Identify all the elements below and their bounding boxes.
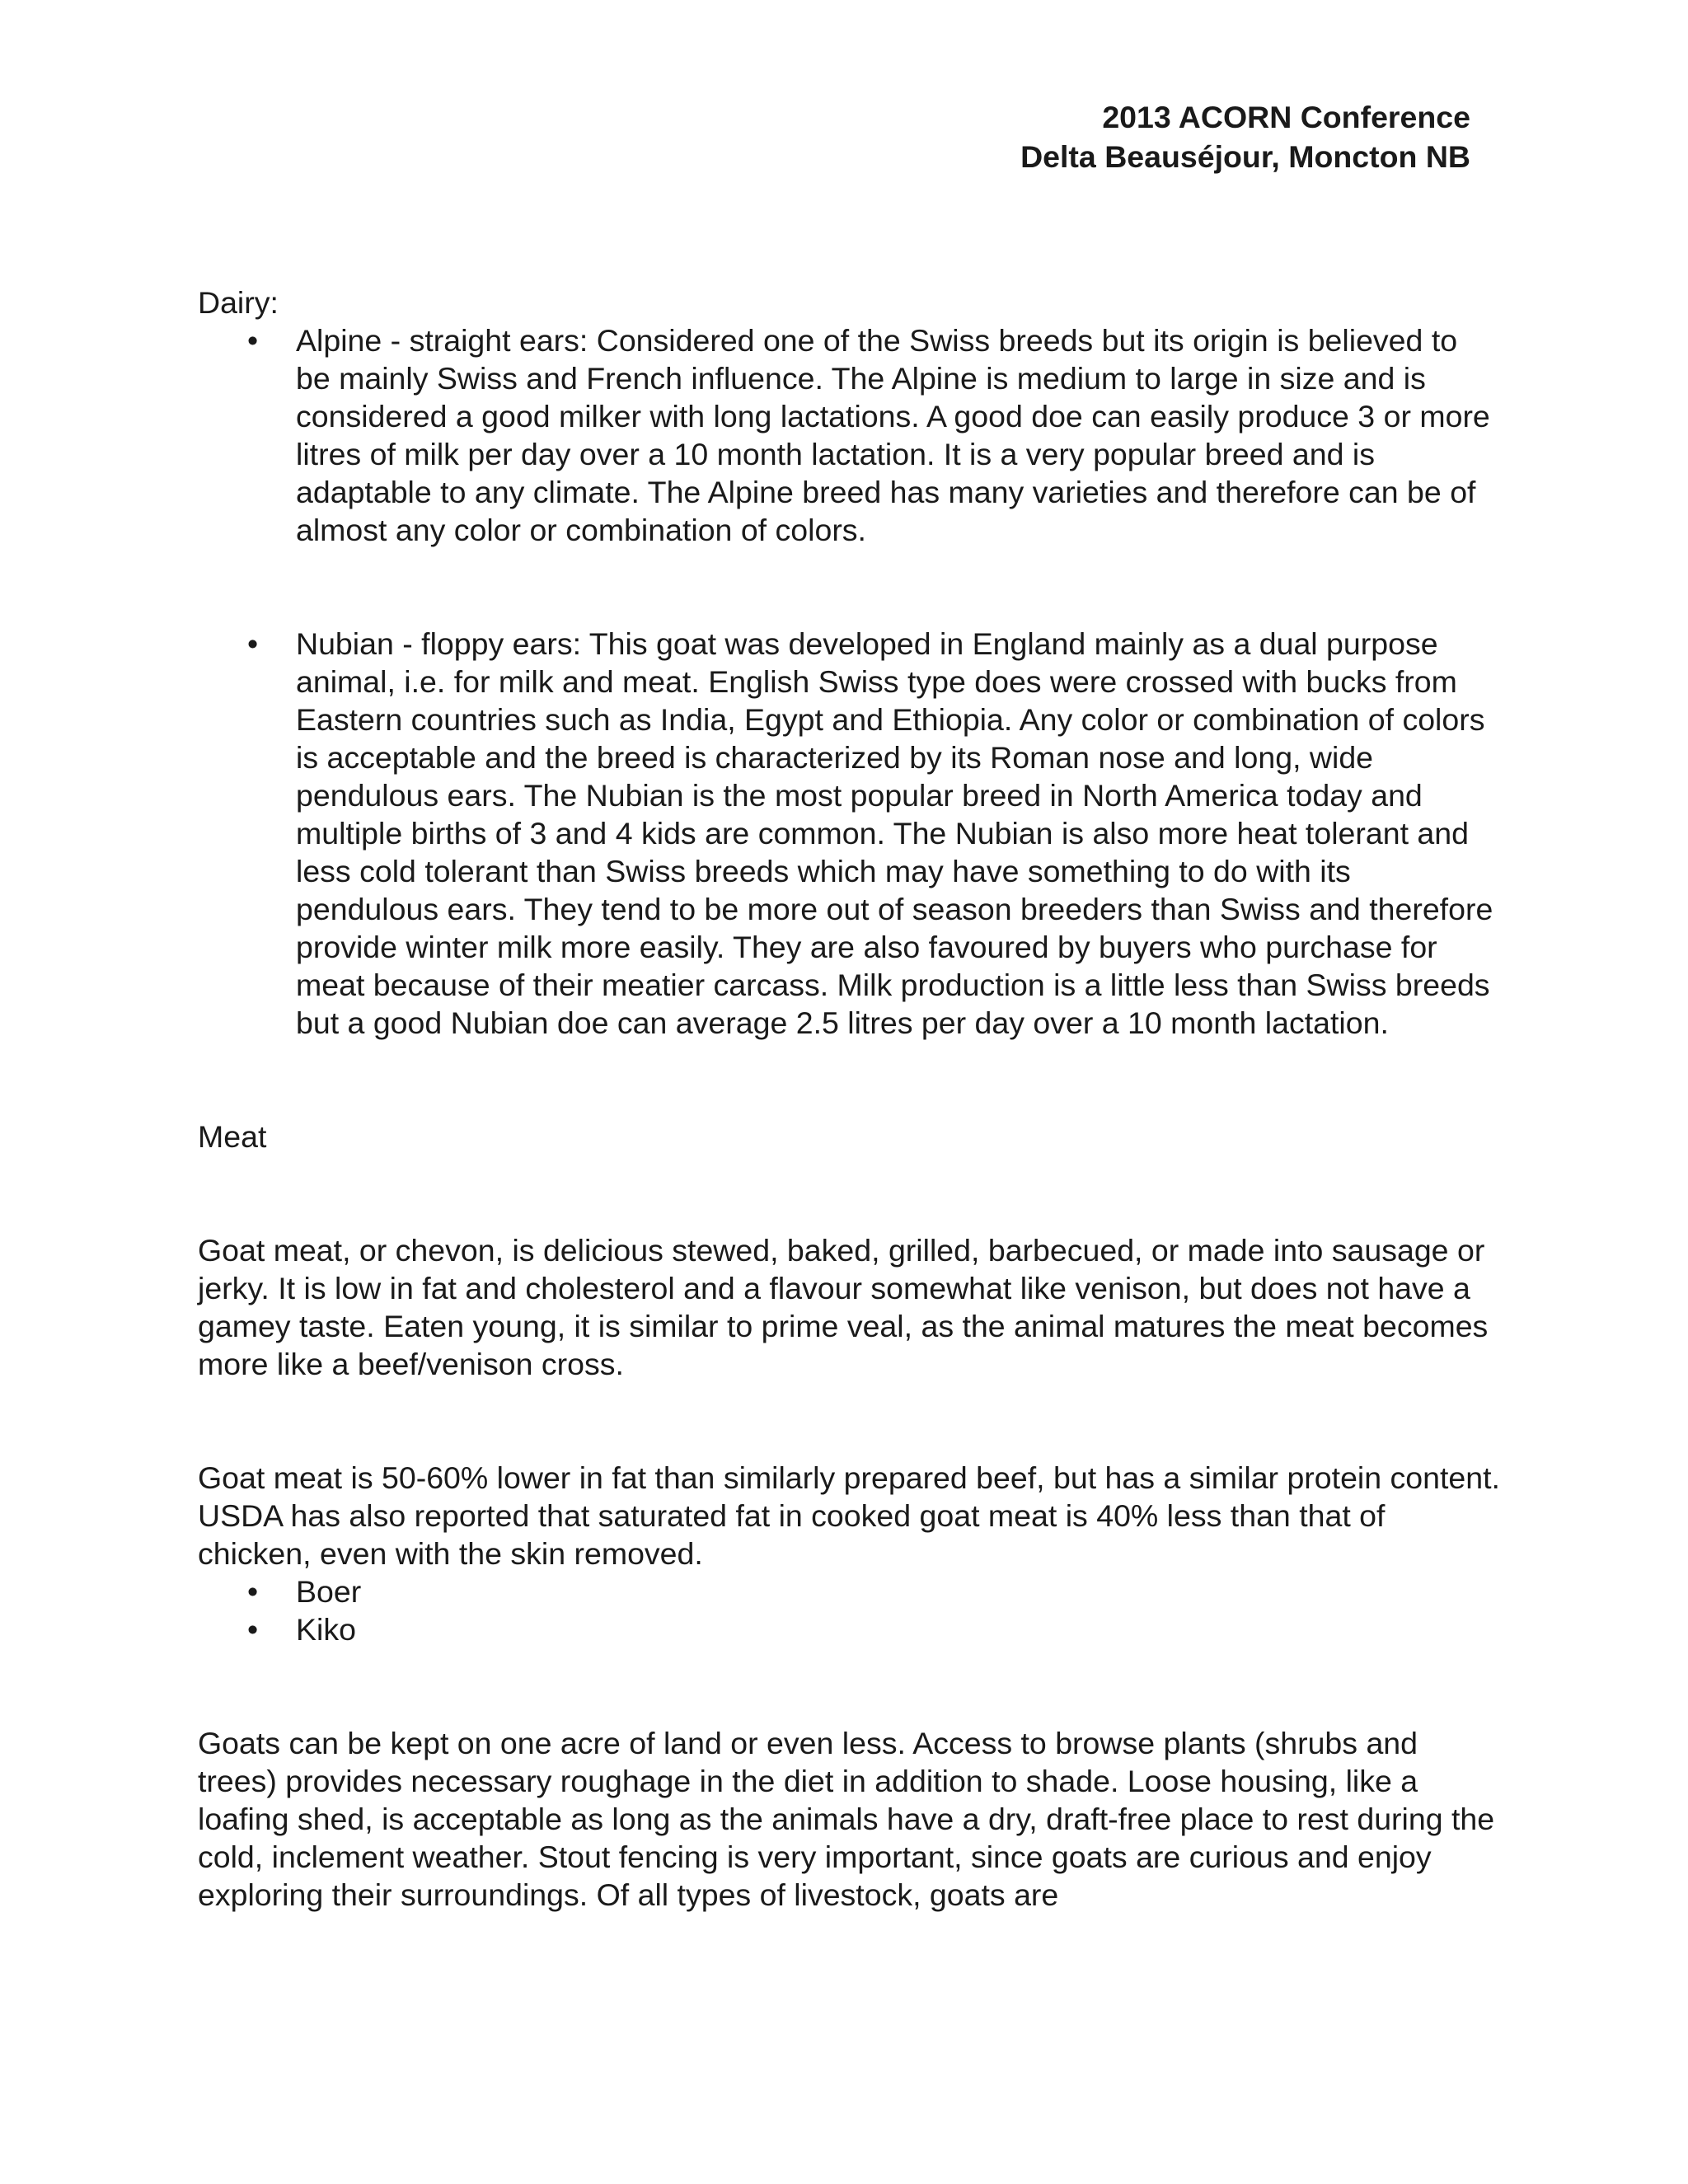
bullet-icon: •	[247, 323, 259, 358]
meat-breed-list	[198, 1572, 1500, 1648]
dairy-heading: Dairy:	[198, 285, 279, 320]
list-item-boer	[198, 1572, 1500, 1610]
conference-title: 2013 ACORN Conference	[1102, 100, 1470, 134]
nubian-description: Nubian - floppy ears: This goat was developed in England mainly as a dual purpose animal, i.e. for milk and meat. English Swiss type does were crossed with bucks from Eastern countries such as India, Egypt and Ethiopia. Any color or combination of colors is acceptable and the breed is characterized by its Roman nose and long, wide pendulous ears. The Nubian is the most popular breed in North America today and multiple births of 3 and 4 kids are common. The Nubian is also more heat tolerant and less cold tolerant than Swiss breeds which may have something to do with its pendulous ears. They tend to be more out of season breeders than Swiss and therefore provide winter milk more easily. They are also favoured by buyers who purchase for meat because of their meatier carcass. Milk production is a little less than Swiss breeds but a good Nubian doe can average 2.5 litres per day over a 10 month lactation.	[296, 626, 1493, 1040]
meat-paragraph-fat: Goat meat is 50-60% lower in fat than similarly prepared beef, but has a similar protein content. USDA has also reported that saturated fat in cooked goat meat is 40% less than that of chicken, even with the skin removed.	[198, 1460, 1500, 1571]
bullet-icon: •	[247, 1574, 259, 1609]
list-item-nubian	[198, 625, 1500, 1042]
meat-heading: Meat	[198, 1119, 267, 1154]
conference-venue: Delta Beauséjour, Moncton NB	[1020, 139, 1470, 174]
document-body	[198, 284, 1500, 1914]
housing-paragraph: Goats can be kept on one acre of land or even less. Access to browse plants (shrubs and trees) provides necessary roughage in the diet in addition to shade. Loose housing, like a loafing shed, is acceptable as long as the animals have a dry, draft-free place to rest during the cold, inclement weather. Stout fencing is very important, since goats are curious and enjoy exploring their surroundings. Of all types of livestock, goats are	[198, 1726, 1495, 1912]
bullet-icon: •	[247, 1612, 259, 1647]
list-item-alpine	[198, 321, 1500, 549]
meat-paragraph-chevon: Goat meat, or chevon, is delicious stewed, baked, grilled, barbecued, or made into sausage or jerky. It is low in fat and cholesterol and a flavour somewhat like venison, but does not have a gamey taste. Eaten young, it is similar to prime veal, as the animal matures the meat becomes more like a beef/venison cross.	[198, 1233, 1489, 1381]
list-item-kiko	[198, 1610, 1500, 1648]
document-header	[1020, 97, 1470, 176]
alpine-description: Alpine - straight ears: Considered one of the Swiss breeds but its origin is believed to be mainly Swiss and French influence. The Alpine is medium to large in size and is considered a good milker with long lactations. A good doe can easily produce 3 or more litres of milk per day over a 10 month lactation. It is a very popular breed and is adaptable to any climate. The Alpine breed has many varieties and therefore can be of almost any color or combination of colors.	[296, 323, 1490, 547]
bullet-icon: •	[247, 626, 259, 661]
dairy-breed-list	[198, 321, 1500, 1042]
breed-name: Boer	[296, 1574, 362, 1609]
breed-name: Kiko	[296, 1612, 356, 1647]
